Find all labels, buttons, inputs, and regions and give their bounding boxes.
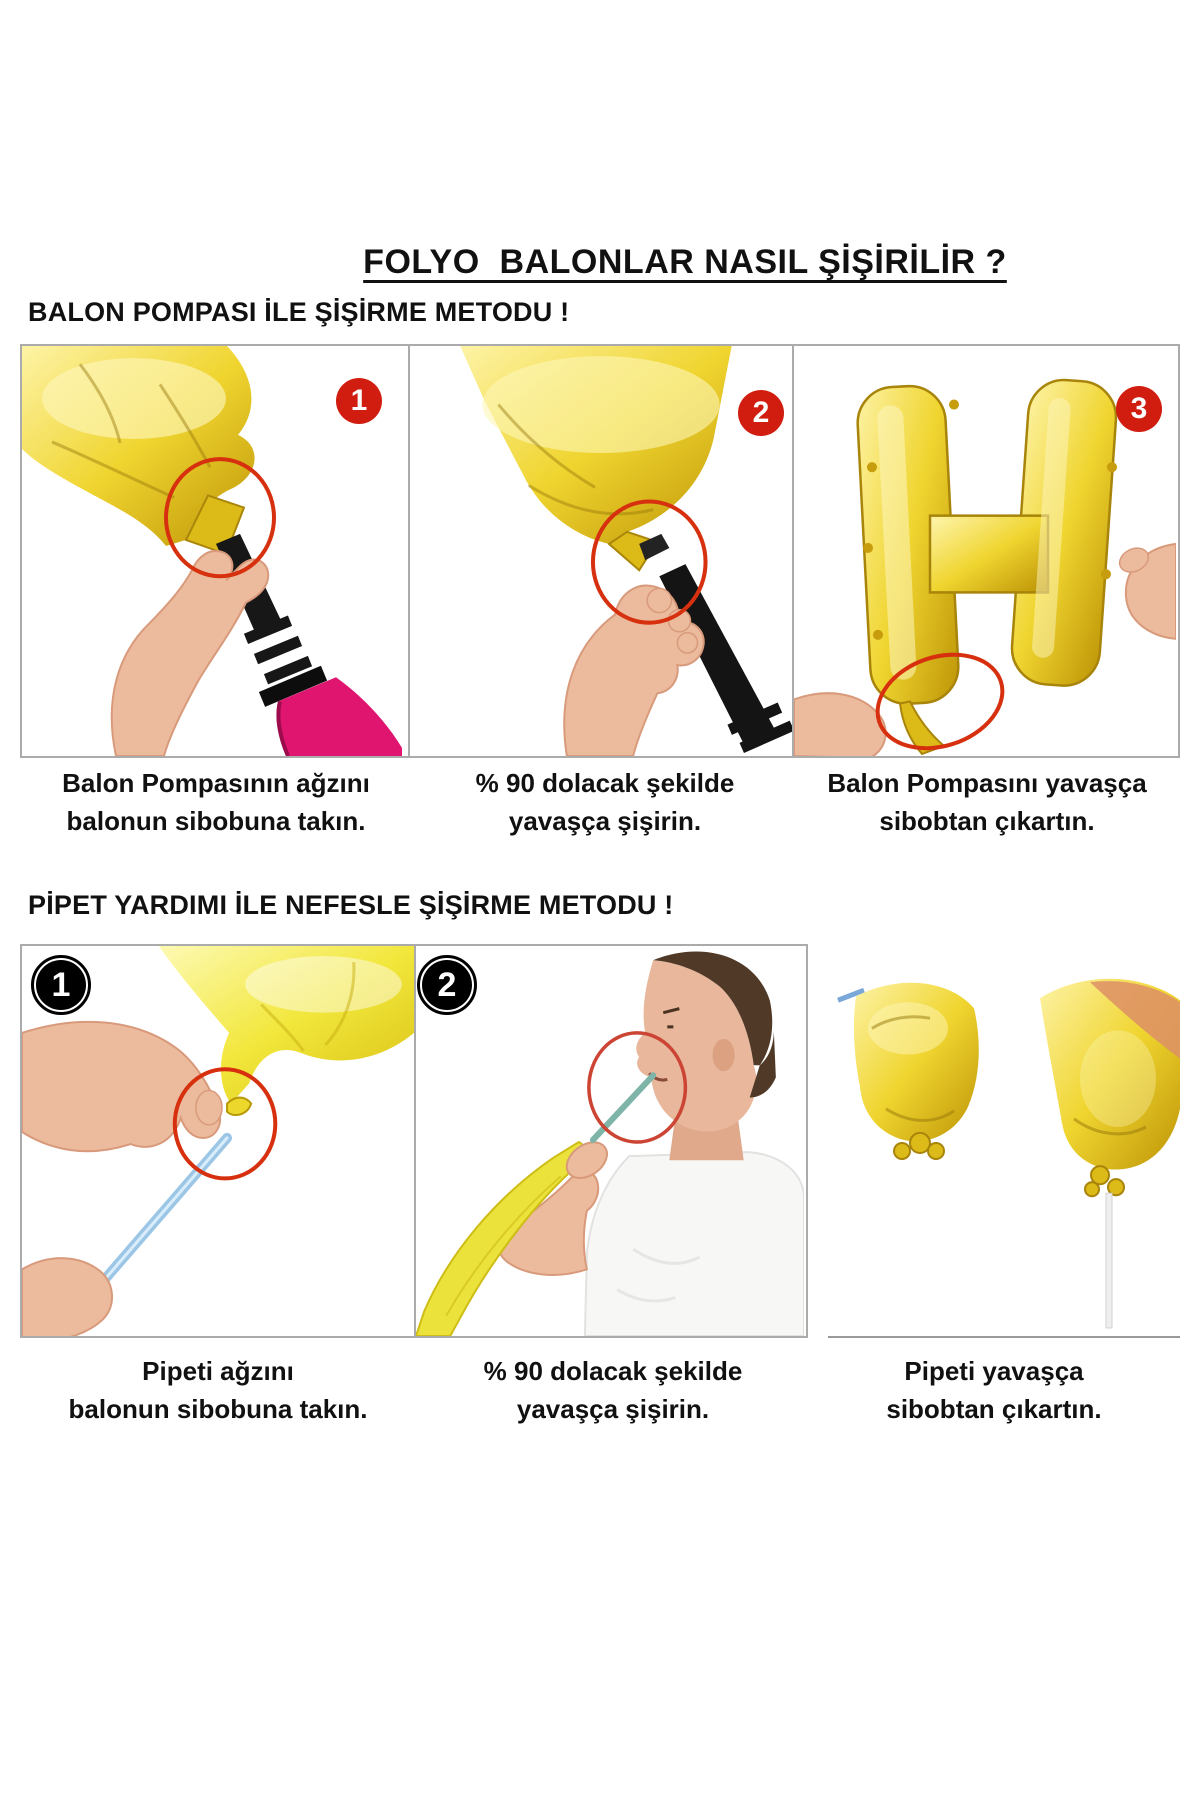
caption-line: Balon Pompasının ağzını bbox=[62, 768, 370, 798]
caption-line: Balon Pompasını yavaşça bbox=[827, 768, 1147, 798]
caption-line: balonun sibobuna takın. bbox=[66, 806, 366, 836]
step-caption bbox=[418, 1352, 808, 1428]
step-1-badge: 1 bbox=[36, 960, 86, 1010]
caption-line: yavaşça şişirin. bbox=[508, 806, 702, 836]
straw-step-1-panel bbox=[22, 946, 414, 1336]
caption-line: yavaşça şişirin. bbox=[516, 1394, 710, 1424]
caption-line: Pipeti ağzını bbox=[142, 1356, 294, 1386]
page-title: FOLYO BALONLAR NASIL ŞİŞİRİLİR ? bbox=[363, 243, 1007, 281]
step-caption bbox=[20, 1352, 416, 1428]
step-caption bbox=[20, 764, 412, 840]
lower-hand bbox=[22, 1258, 112, 1336]
section-heading-straw-method: PİPET YARDIMI İLE NEFESLE ŞİŞİRME METODU ! bbox=[28, 890, 674, 920]
step-2-badge: 2 bbox=[422, 960, 472, 1010]
caption-line: balonun sibobuna takın. bbox=[68, 1394, 368, 1424]
straw-method-photo-row bbox=[20, 944, 808, 1338]
straw-step-3-panel bbox=[828, 958, 1180, 1338]
caption-line: sibobtan çıkartın. bbox=[886, 1394, 1102, 1424]
photo-pump-inflate bbox=[410, 346, 792, 756]
photo-straw-blow bbox=[416, 946, 804, 1336]
step-3-badge: 3 bbox=[1116, 386, 1162, 432]
pump-method-photo-row bbox=[20, 344, 1180, 758]
caption-line: sibobtan çıkartın. bbox=[879, 806, 1095, 836]
pump-step-1-panel bbox=[22, 346, 408, 756]
straw-step-2-panel bbox=[414, 946, 804, 1336]
pump-step-2-panel bbox=[408, 346, 792, 756]
photo-straw-remove bbox=[828, 958, 1180, 1336]
pump-step-3-panel bbox=[792, 346, 1176, 756]
caption-line: % 90 dolacak şekilde bbox=[475, 768, 735, 798]
section-heading-pump-method: BALON POMPASI İLE ŞİŞİRME METODU ! bbox=[28, 297, 570, 327]
step-1-badge: 1 bbox=[336, 378, 382, 424]
caption-line: % 90 dolacak şekilde bbox=[483, 1356, 743, 1386]
caption-line: Pipeti yavaşça bbox=[904, 1356, 1084, 1386]
step-caption bbox=[808, 1352, 1180, 1428]
step-caption bbox=[794, 764, 1180, 840]
step-2-badge: 2 bbox=[738, 390, 784, 436]
step-caption bbox=[418, 764, 792, 840]
photo-straw-attach bbox=[22, 946, 414, 1336]
